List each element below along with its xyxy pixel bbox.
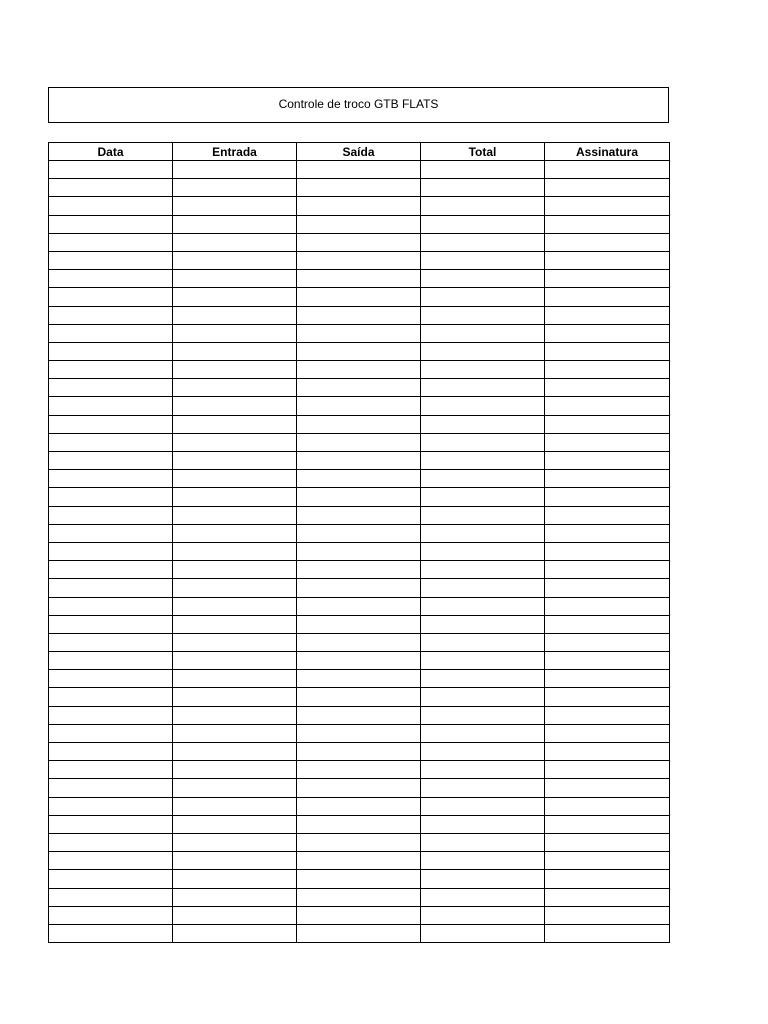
cell-entrada [173, 488, 297, 506]
cell-total [421, 470, 545, 488]
table-row [49, 815, 670, 833]
cell-total [421, 415, 545, 433]
cell-total [421, 488, 545, 506]
cell-saida [297, 270, 421, 288]
cell-data [49, 161, 173, 179]
cell-entrada [173, 506, 297, 524]
cell-saida [297, 743, 421, 761]
cell-entrada [173, 233, 297, 251]
cell-entrada [173, 761, 297, 779]
cell-total [421, 815, 545, 833]
table-body [49, 161, 670, 943]
cell-saida [297, 652, 421, 670]
cell-saida [297, 251, 421, 269]
cell-data [49, 688, 173, 706]
cell-data [49, 724, 173, 742]
cell-total [421, 233, 545, 251]
cell-saida [297, 324, 421, 342]
cell-assinatura [545, 233, 670, 251]
cell-saida [297, 488, 421, 506]
cell-assinatura [545, 652, 670, 670]
cell-data [49, 361, 173, 379]
cell-data [49, 615, 173, 633]
cell-assinatura [545, 488, 670, 506]
cell-assinatura [545, 888, 670, 906]
cell-data [49, 342, 173, 360]
cell-data [49, 324, 173, 342]
cell-total [421, 924, 545, 942]
cell-saida [297, 470, 421, 488]
cell-data [49, 506, 173, 524]
cell-saida [297, 506, 421, 524]
cell-total [421, 706, 545, 724]
cell-assinatura [545, 397, 670, 415]
table-row [49, 270, 670, 288]
cell-saida [297, 924, 421, 942]
cell-assinatura [545, 924, 670, 942]
cell-data [49, 779, 173, 797]
table-row [49, 597, 670, 615]
cell-entrada [173, 306, 297, 324]
cell-total [421, 433, 545, 451]
cell-total [421, 797, 545, 815]
cell-assinatura [545, 361, 670, 379]
title-box [48, 87, 669, 123]
cell-data [49, 433, 173, 451]
cell-total [421, 870, 545, 888]
cell-assinatura [545, 470, 670, 488]
cell-total [421, 888, 545, 906]
table-row [49, 833, 670, 851]
cell-entrada [173, 797, 297, 815]
table-row [49, 324, 670, 342]
cell-assinatura [545, 670, 670, 688]
cell-entrada [173, 542, 297, 560]
cell-saida [297, 161, 421, 179]
cell-saida [297, 397, 421, 415]
cell-saida [297, 306, 421, 324]
table-row [49, 470, 670, 488]
cell-saida [297, 415, 421, 433]
cell-total [421, 579, 545, 597]
cell-saida [297, 724, 421, 742]
cell-entrada [173, 706, 297, 724]
table-row [49, 161, 670, 179]
cell-assinatura [545, 906, 670, 924]
cell-data [49, 579, 173, 597]
cell-total [421, 506, 545, 524]
cell-data [49, 888, 173, 906]
cell-assinatura [545, 833, 670, 851]
cell-assinatura [545, 506, 670, 524]
cell-data [49, 852, 173, 870]
table-row [49, 415, 670, 433]
cell-total [421, 779, 545, 797]
cell-assinatura [545, 852, 670, 870]
table-row [49, 561, 670, 579]
cell-assinatura [545, 724, 670, 742]
table-row [49, 652, 670, 670]
cell-data [49, 288, 173, 306]
cell-assinatura [545, 542, 670, 560]
cell-total [421, 288, 545, 306]
cell-assinatura [545, 324, 670, 342]
cell-data [49, 706, 173, 724]
table-row [49, 542, 670, 560]
cell-saida [297, 288, 421, 306]
cell-data [49, 906, 173, 924]
cell-entrada [173, 652, 297, 670]
cell-assinatura [545, 597, 670, 615]
cell-data [49, 924, 173, 942]
table-row [49, 797, 670, 815]
table-row [49, 233, 670, 251]
change-control-table [48, 142, 670, 943]
cell-total [421, 197, 545, 215]
table-row [49, 870, 670, 888]
cell-total [421, 833, 545, 851]
table-row [49, 452, 670, 470]
cell-entrada [173, 906, 297, 924]
cell-saida [297, 833, 421, 851]
cell-total [421, 670, 545, 688]
table-row [49, 924, 670, 942]
cell-data [49, 633, 173, 651]
cell-saida [297, 342, 421, 360]
cell-assinatura [545, 270, 670, 288]
cell-entrada [173, 579, 297, 597]
cell-entrada [173, 342, 297, 360]
cell-assinatura [545, 561, 670, 579]
column-header-data: Data [49, 143, 173, 161]
cell-assinatura [545, 870, 670, 888]
cell-saida [297, 597, 421, 615]
cell-total [421, 270, 545, 288]
cell-saida [297, 452, 421, 470]
cell-total [421, 597, 545, 615]
cell-saida [297, 433, 421, 451]
cell-total [421, 906, 545, 924]
cell-total [421, 342, 545, 360]
cell-total [421, 179, 545, 197]
cell-assinatura [545, 743, 670, 761]
cell-total [421, 561, 545, 579]
cell-assinatura [545, 215, 670, 233]
cell-assinatura [545, 379, 670, 397]
cell-entrada [173, 379, 297, 397]
cell-entrada [173, 833, 297, 851]
cell-entrada [173, 888, 297, 906]
cell-data [49, 251, 173, 269]
cell-entrada [173, 852, 297, 870]
cell-total [421, 324, 545, 342]
cell-total [421, 361, 545, 379]
cell-entrada [173, 270, 297, 288]
column-header-total: Total [421, 143, 545, 161]
cell-total [421, 761, 545, 779]
table-row [49, 633, 670, 651]
cell-total [421, 852, 545, 870]
cell-saida [297, 542, 421, 560]
cell-assinatura [545, 251, 670, 269]
cell-entrada [173, 251, 297, 269]
table-row [49, 397, 670, 415]
cell-data [49, 524, 173, 542]
column-header-entrada: Entrada [173, 143, 297, 161]
table-row [49, 197, 670, 215]
header-row [49, 143, 670, 161]
cell-entrada [173, 433, 297, 451]
cell-entrada [173, 397, 297, 415]
table-row [49, 852, 670, 870]
cell-saida [297, 852, 421, 870]
table-row [49, 670, 670, 688]
cell-data [49, 488, 173, 506]
cell-entrada [173, 415, 297, 433]
cell-total [421, 161, 545, 179]
cell-entrada [173, 615, 297, 633]
table-row [49, 488, 670, 506]
cell-saida [297, 761, 421, 779]
cell-entrada [173, 688, 297, 706]
cell-entrada [173, 779, 297, 797]
cell-data [49, 306, 173, 324]
cell-assinatura [545, 688, 670, 706]
cell-assinatura [545, 342, 670, 360]
cell-data [49, 379, 173, 397]
cell-total [421, 397, 545, 415]
cell-assinatura [545, 815, 670, 833]
table-row [49, 761, 670, 779]
cell-entrada [173, 179, 297, 197]
cell-total [421, 251, 545, 269]
cell-saida [297, 197, 421, 215]
cell-data [49, 270, 173, 288]
table-row [49, 706, 670, 724]
page-title: Controle de troco GTB FLATS [278, 96, 439, 111]
cell-data [49, 470, 173, 488]
cell-saida [297, 797, 421, 815]
cell-saida [297, 179, 421, 197]
cell-data [49, 815, 173, 833]
cell-total [421, 615, 545, 633]
cell-total [421, 306, 545, 324]
cell-saida [297, 888, 421, 906]
table-row [49, 906, 670, 924]
cell-total [421, 724, 545, 742]
cell-total [421, 633, 545, 651]
cell-assinatura [545, 579, 670, 597]
cell-saida [297, 361, 421, 379]
cell-assinatura [545, 415, 670, 433]
table-row [49, 579, 670, 597]
cell-data [49, 870, 173, 888]
cell-assinatura [545, 779, 670, 797]
cell-total [421, 452, 545, 470]
cell-entrada [173, 815, 297, 833]
cell-assinatura [545, 288, 670, 306]
cell-assinatura [545, 197, 670, 215]
cell-saida [297, 561, 421, 579]
table-row [49, 179, 670, 197]
column-header-saida: Saída [297, 143, 421, 161]
cell-saida [297, 906, 421, 924]
table-row [49, 688, 670, 706]
cell-assinatura [545, 615, 670, 633]
cell-saida [297, 633, 421, 651]
cell-data [49, 397, 173, 415]
cell-entrada [173, 470, 297, 488]
cell-saida [297, 688, 421, 706]
cell-data [49, 179, 173, 197]
table-row [49, 506, 670, 524]
cell-entrada [173, 324, 297, 342]
cell-assinatura [545, 761, 670, 779]
cell-data [49, 197, 173, 215]
cell-assinatura [545, 433, 670, 451]
cell-data [49, 215, 173, 233]
cell-saida [297, 706, 421, 724]
table-row [49, 615, 670, 633]
cell-data [49, 797, 173, 815]
cell-total [421, 542, 545, 560]
cell-total [421, 743, 545, 761]
cell-entrada [173, 670, 297, 688]
cell-saida [297, 379, 421, 397]
table-row [49, 288, 670, 306]
table-row [49, 379, 670, 397]
cell-saida [297, 233, 421, 251]
table-row [49, 724, 670, 742]
cell-assinatura [545, 524, 670, 542]
cell-entrada [173, 361, 297, 379]
cell-entrada [173, 215, 297, 233]
cell-data [49, 743, 173, 761]
cell-saida [297, 579, 421, 597]
cell-data [49, 652, 173, 670]
cell-assinatura [545, 452, 670, 470]
cell-entrada [173, 870, 297, 888]
cell-entrada [173, 597, 297, 615]
cell-saida [297, 670, 421, 688]
cell-data [49, 761, 173, 779]
cell-data [49, 833, 173, 851]
table-row [49, 251, 670, 269]
cell-assinatura [545, 706, 670, 724]
table-row [49, 342, 670, 360]
cell-assinatura [545, 306, 670, 324]
cell-assinatura [545, 797, 670, 815]
table-row [49, 433, 670, 451]
column-header-assinatura: Assinatura [545, 143, 670, 161]
cell-entrada [173, 724, 297, 742]
cell-saida [297, 870, 421, 888]
cell-data [49, 415, 173, 433]
cell-data [49, 542, 173, 560]
cell-assinatura [545, 161, 670, 179]
cell-data [49, 670, 173, 688]
cell-saida [297, 615, 421, 633]
table-row [49, 524, 670, 542]
cell-data [49, 452, 173, 470]
cell-entrada [173, 524, 297, 542]
table-row [49, 306, 670, 324]
cell-entrada [173, 743, 297, 761]
cell-saida [297, 524, 421, 542]
cell-assinatura [545, 633, 670, 651]
cell-entrada [173, 452, 297, 470]
cell-entrada [173, 288, 297, 306]
cell-total [421, 215, 545, 233]
cell-data [49, 233, 173, 251]
cell-saida [297, 779, 421, 797]
cell-total [421, 524, 545, 542]
table-row [49, 215, 670, 233]
table-row [49, 888, 670, 906]
cell-data [49, 597, 173, 615]
cell-entrada [173, 197, 297, 215]
cell-entrada [173, 924, 297, 942]
cell-entrada [173, 633, 297, 651]
table-row [49, 361, 670, 379]
cell-total [421, 379, 545, 397]
table-row [49, 779, 670, 797]
cell-saida [297, 815, 421, 833]
cell-entrada [173, 561, 297, 579]
cell-entrada [173, 161, 297, 179]
table-row [49, 743, 670, 761]
cell-data [49, 561, 173, 579]
cell-assinatura [545, 179, 670, 197]
cell-total [421, 652, 545, 670]
cell-total [421, 688, 545, 706]
cell-saida [297, 215, 421, 233]
